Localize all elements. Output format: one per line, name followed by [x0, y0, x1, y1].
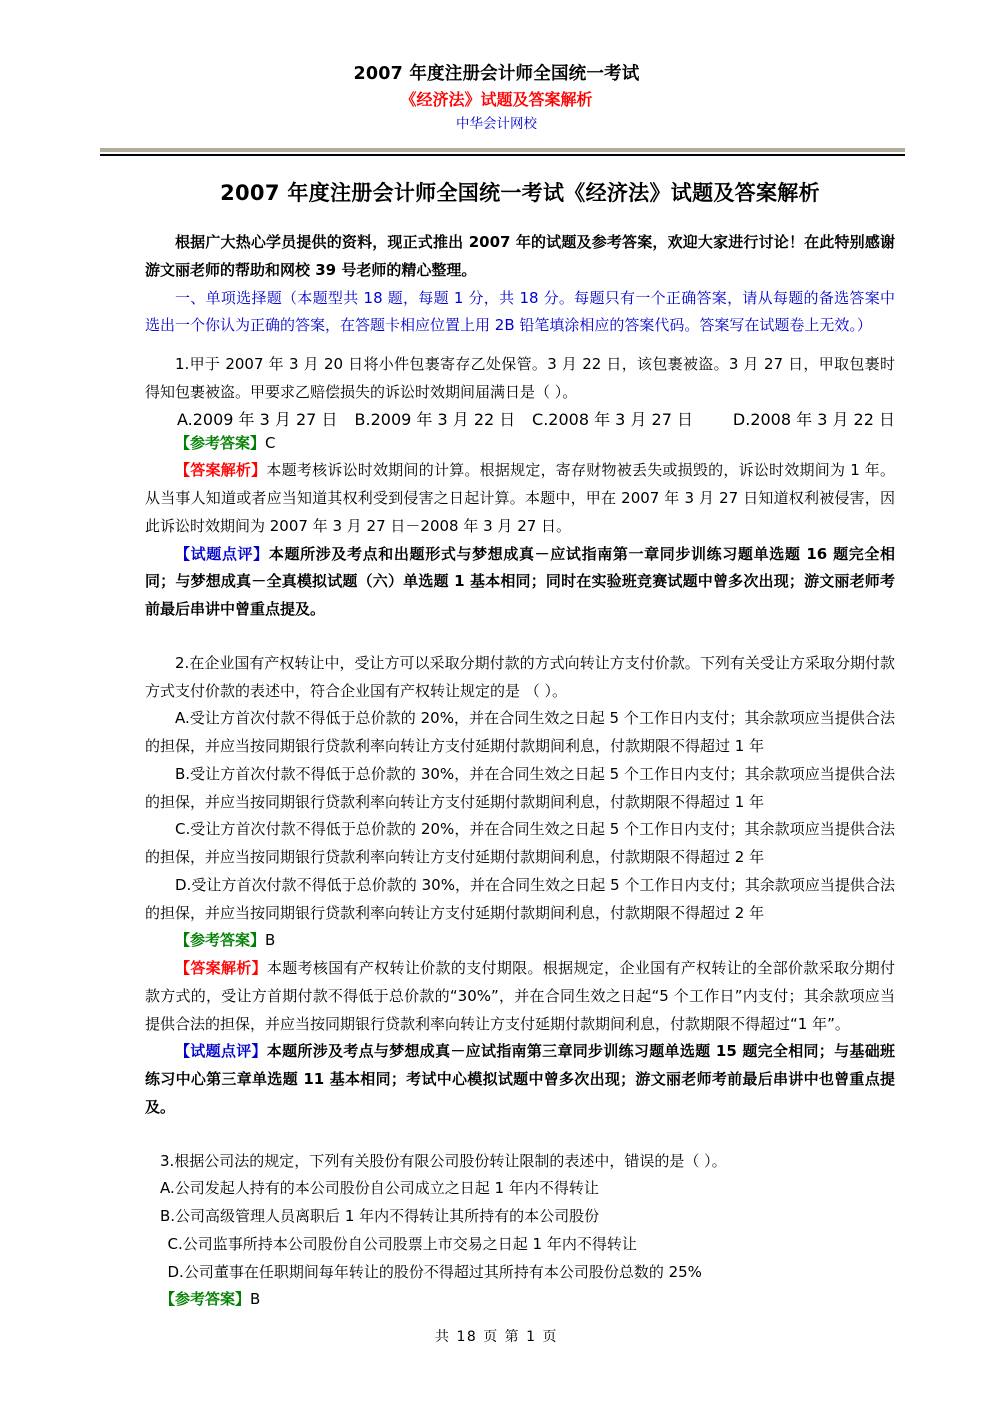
question-3-answer-row [145, 1286, 895, 1314]
question-2-answer-value: B [265, 931, 276, 950]
answer-label: 【参考答案】 [175, 931, 266, 950]
question-2-analysis-row [145, 955, 895, 1038]
spacer [145, 340, 895, 351]
question-1-analysis-text: 本题考核诉讼时效期间的计算。根据规定，寄存财物被丢失或损毁的，诉讼时效期间为 1 年。从当事人知道或者应当知道其权利受到侵害之日起计算。本题中，甲在 2007 年 3 月 27 日知道权利被侵害，因此诉讼时效期间为 2007 年 3 月 27 日－2008 年 3 月 27 日。 [145, 461, 895, 535]
question-1-option-d[interactable]: D.2008 年 3 月 22 日 [732, 409, 896, 429]
question-1 [145, 351, 895, 624]
question-2-stem: 2.在企业国有产权转让中，受让方可以采取分期付款的方式向转让方支付价款。下列有关受让方采取分期付款方式支付价款的表述中，符合企业国有产权转让规定的是 （ ）。 [145, 653, 895, 700]
question-1-options [145, 407, 895, 430]
question-2 [145, 650, 895, 1122]
question-2-answer-row [145, 927, 895, 955]
question-1-option-b[interactable]: B.2009 年 3 月 22 日 [354, 409, 516, 429]
question-1-stem: 1.甲于 2007 年 3 月 20 日将小件包裹寄存乙处保管。3 月 22 日，该包裹被盗。3 月 27 日，甲取包裹时得知包裹被盗。甲要求乙赔偿损失的诉讼时效期间届满日是（ ）。 [145, 355, 895, 401]
question-3-answer-value: B [250, 1290, 261, 1309]
question-1-analysis-row [145, 457, 895, 540]
question-3 [145, 1148, 895, 1315]
page-title: 2007 年度注册会计师全国统一考试《经济法》试题及答案解析 [220, 180, 820, 205]
question-2-comment-row [145, 1038, 895, 1121]
question-1-answer-value: C [265, 433, 276, 452]
header-exam-title: 2007 年度注册会计师全国统一考试 [353, 64, 640, 84]
question-1-option-c[interactable]: C.2008 年 3 月 27 日 [532, 409, 693, 429]
comment-label: 【试题点评】 [175, 544, 269, 563]
question-1-comment-text: 本题所涉及考点和出题形式与梦想成真－应试指南第一章同步训练习题单选题 16 题完全相同；与梦想成真－全真模拟试题（六）单选题 1 基本相同；同时在实验班竞赛试题中曾多次出现；游文丽老师考前最后串讲中曾重点提及。 [145, 544, 895, 619]
question-3-option-c[interactable]: C.公司监事所持本公司股份自公司股票上市交易之日起 1 年内不得转让 [167, 1234, 637, 1253]
question-1-comment-row [145, 541, 895, 624]
header-divider-thick [100, 148, 905, 152]
question-2-option-a[interactable]: A.受让方首次付款不得低于总价款的 20%，并在合同生效之日起 5 个工作日内支付；其余款项应当提供合法的担保，并应当按同期银行贷款利率向转让方支付延期付款期间利息，付款期限不得超过 1 年 [145, 709, 895, 756]
question-2-comment-text: 本题所涉及考点与梦想成真－应试指南第三章同步训练习题单选题 15 题完全相同；与基础班练习中心第三章单选题 11 基本相同；考试中心模拟试题中曾多次出现；游文丽老师考前最后串讲中也曾重点提及。 [145, 1042, 895, 1116]
question-3-option-b[interactable]: B.公司高级管理人员离职后 1 年内不得转让其所持有的本公司股份 [160, 1207, 600, 1226]
question-2-analysis-text: 本题考核国有产权转让价款的支付期限。根据规定，企业国有产权转让的全部价款采取分期付款方式的，受让方首期付款不得低于总价款的“30%”，并在合同生效之日起“5 个工作日”内支付；其余款项应当提供合法的担保，并应当按同期银行贷款利率向转让方支付延期付款期间利息，付款期限不得超过“1 年”。 [145, 959, 895, 1033]
analysis-label: 【答案解析】 [175, 959, 267, 978]
question-1-option-a[interactable]: A.2009 年 3 月 27 日 [177, 409, 338, 429]
question-3-stem: 3.根据公司法的规定，下列有关股份有限公司股份转让限制的表述中，错误的是（ ）。 [160, 1151, 727, 1170]
spacer [145, 624, 895, 650]
document-body [145, 156, 895, 1315]
answer-label: 【参考答案】 [175, 433, 266, 452]
question-1-answer-row [145, 430, 895, 458]
header-source-name: 中华会计网校 [456, 116, 537, 133]
analysis-label: 【答案解析】 [175, 461, 267, 480]
page-footer: 共 18 页 第 1 页 [435, 1329, 558, 1345]
header-divider [100, 148, 905, 156]
question-2-option-d[interactable]: D.受让方首次付款不得低于总价款的 30%，并在合同生效之日起 5 个工作日内支付；其余款项应当提供合法的担保，并应当按同期银行贷款利率向转让方支付延期付款期间利息，付款期限不得超过 2 年 [145, 875, 895, 922]
intro-paragraph: 根据广大热心学员提供的资料，现正式推出 2007 年的试题及参考答案，欢迎大家进行讨论！在此特别感谢游文丽老师的帮助和网校 39 号老师的精心整理。 [145, 233, 895, 279]
question-3-option-d[interactable]: D.公司董事在任职期间每年转让的股份不得超过其所持有本公司股份总数的 25% [167, 1262, 702, 1281]
section-heading-single-choice: 一、单项选择题（本题型共 18 题，每题 1 分，共 18 分。每题只有一个正确答案，请从每题的备选答案中选出一个你认为正确的答案，在答题卡相应位置上用 2B 铅笔填涂相应的答案代码。答案写在试题卷上无效。） [145, 288, 895, 335]
header-subject-subtitle: 《经济法》试题及答案解析 [400, 90, 593, 110]
spacer [145, 1122, 895, 1148]
comment-label: 【试题点评】 [175, 1042, 267, 1061]
page-header [0, 0, 993, 156]
question-2-option-c[interactable]: C.受让方首次付款不得低于总价款的 20%，并在合同生效之日起 5 个工作日内支付；其余款项应当提供合法的担保，并应当按同期银行贷款利率向转让方支付延期付款期间利息，付款期限不得超过 2 年 [145, 820, 895, 867]
answer-label: 【参考答案】 [160, 1290, 251, 1309]
question-3-option-a[interactable]: A.公司发起人持有的本公司股份自公司成立之日起 1 年内不得转让 [160, 1179, 599, 1198]
question-2-option-b[interactable]: B.受让方首次付款不得低于总价款的 30%，并在合同生效之日起 5 个工作日内支付；其余款项应当提供合法的担保，并应当按同期银行贷款利率向转让方支付延期付款期间利息，付款期限不得超过 1 年 [145, 764, 895, 811]
